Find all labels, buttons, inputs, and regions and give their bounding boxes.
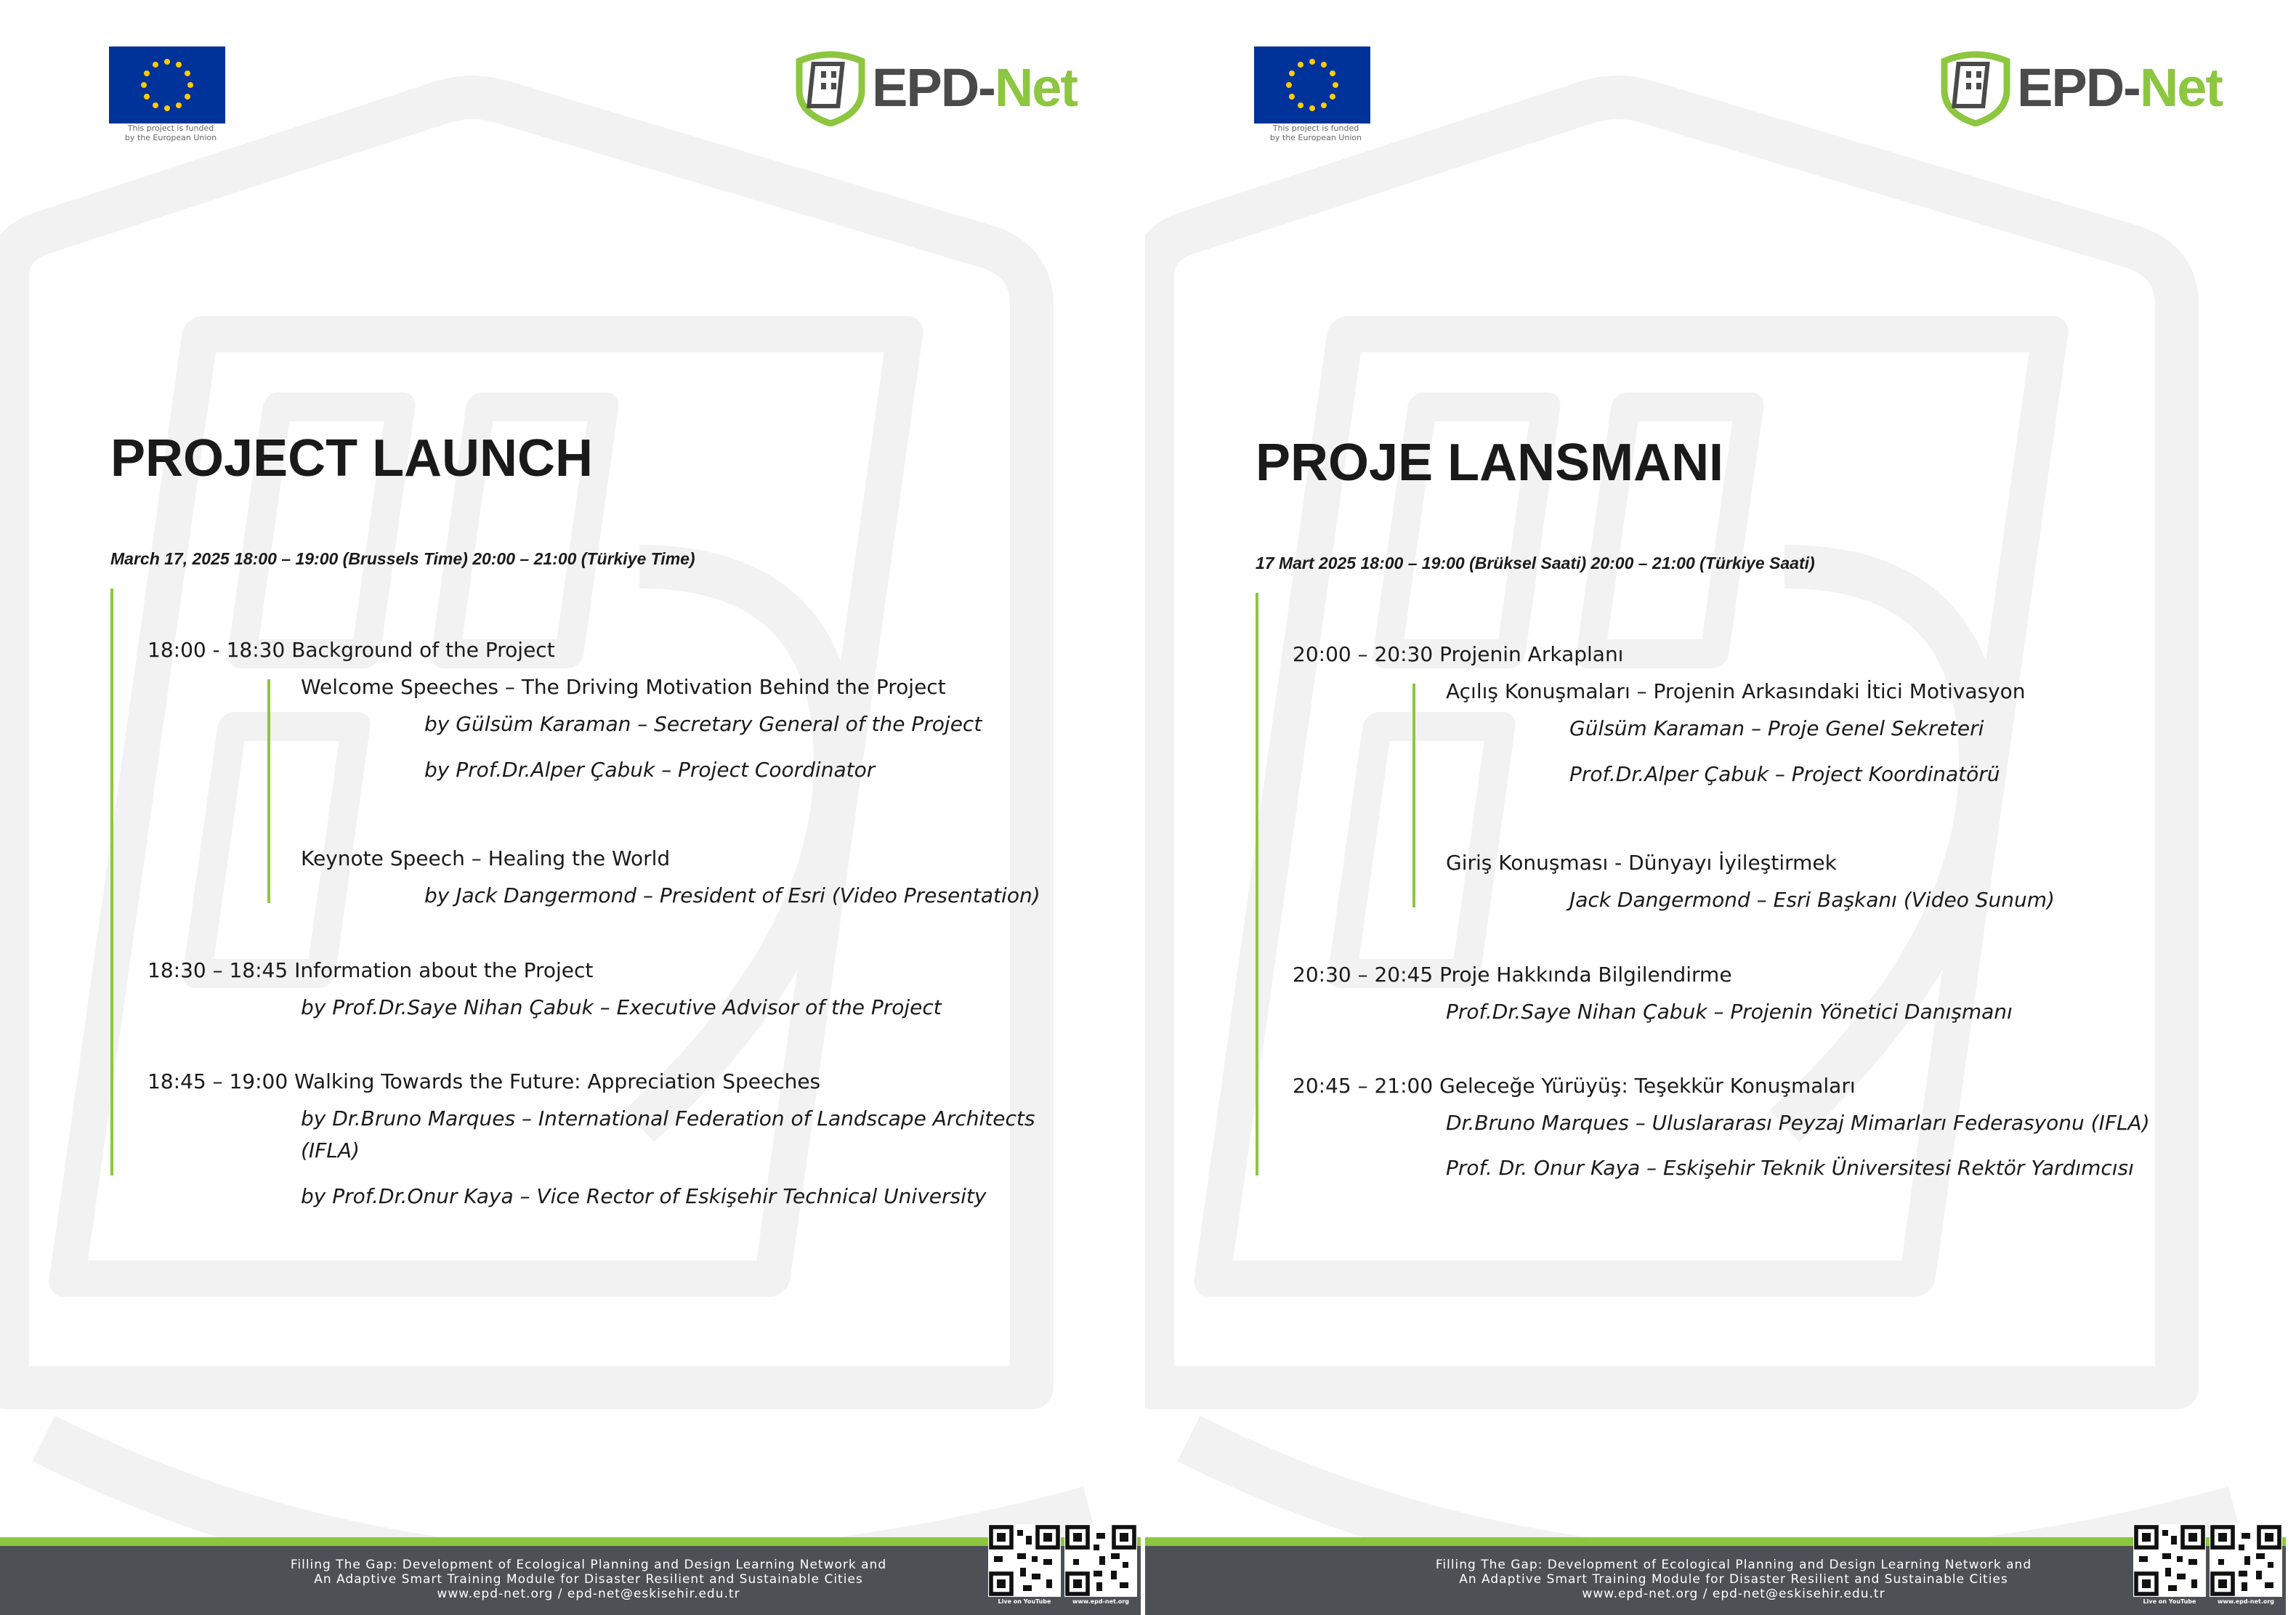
event-date: March 17, 2025 18:00 – 19:00 (Brussels Time) 20:00 – 21:00 (Türkiye Time) xyxy=(110,549,695,568)
event-date: 17 Mart 2025 18:00 – 19:00 (Brüksel Saati) 20:00 – 21:00 (Türkiye Saati) xyxy=(1256,554,1815,572)
building-watermark xyxy=(1145,0,2286,1615)
flyer-page-turkish xyxy=(1145,0,2286,1615)
footer-accent-stripe xyxy=(0,1537,1141,1546)
eu-funding-caption xyxy=(109,124,233,142)
footer-line-1: Filling The Gap: Development of Ecological Planning and Design Learning Network and xyxy=(290,1558,887,1572)
qr-code-website-icon[interactable] xyxy=(2210,1524,2282,1597)
footer-bar xyxy=(0,1546,1141,1615)
qr-caption-website: www.epd-net.org xyxy=(2217,1598,2275,1605)
epd-net-logo xyxy=(1936,46,2234,126)
qr-caption-website: www.epd-net.org xyxy=(1072,1598,1130,1605)
qr-code-youtube-icon[interactable] xyxy=(2133,1524,2206,1597)
agenda-item-keynote: Giriş Konuşması - Dünyayı İyileştirmek xyxy=(1446,851,1837,875)
logo-wordmark xyxy=(872,55,1077,121)
agenda-speaker-dangermond: by Jack Dangermond – President of Esri (Video Presentation) xyxy=(424,883,1040,907)
agenda-session-1: 18:00 - 18:30 Background of the Project xyxy=(147,638,555,662)
agenda-speaker-karaman: Gülsüm Karaman – Proje Genel Sekreteri xyxy=(1569,716,1984,740)
eu-flag-logo xyxy=(109,46,225,124)
agenda-bar-main xyxy=(1256,593,1258,1175)
logo-net-text: Net xyxy=(994,57,1078,118)
footer-line-2: An Adaptive Smart Training Module for Disaster Resilient and Sustainable Cities xyxy=(314,1572,863,1587)
qr-code-youtube-icon[interactable] xyxy=(988,1524,1061,1597)
agenda-item-keynote: Keynote Speech – Healing the World xyxy=(301,846,671,870)
footer-bar xyxy=(1145,1546,2286,1615)
page-title: PROJECT LAUNCH xyxy=(110,429,594,487)
building-watermark xyxy=(0,0,1141,1615)
agenda-item-welcome: Açılış Konuşmaları – Projenin Arkasındaki İtici Motivasyon xyxy=(1446,679,2026,703)
agenda-speaker-marques-cont: (IFLA) xyxy=(301,1138,360,1162)
agenda-item-welcome: Welcome Speeches – The Driving Motivation Behind the Project xyxy=(301,675,946,699)
agenda-speaker-marques: Dr.Bruno Marques – Uluslararası Peyzaj Mimarları Federasyonu (IFLA) xyxy=(1446,1111,2150,1135)
shield-building-icon xyxy=(1936,46,2016,126)
eu-caption-line-1: This project is funded xyxy=(127,124,214,133)
logo-epd-text: EPD- xyxy=(872,57,995,118)
agenda-speaker-karaman: by Gülsüm Karaman – Secretary General of the Project xyxy=(424,712,982,736)
agenda-speaker-nihan-cabuk: Prof.Dr.Saye Nihan Çabuk – Projenin Yönetici Danışmanı xyxy=(1446,1000,2013,1024)
footer-accent-stripe xyxy=(1145,1537,2286,1546)
footer-contact[interactable]: www.epd-net.org / epd-net@eskisehir.edu.tr xyxy=(1582,1587,1885,1601)
footer-contact[interactable]: www.epd-net.org / epd-net@eskisehir.edu.tr xyxy=(437,1587,740,1601)
agenda-session-1: 20:00 – 20:30 Projenin Arkaplanı xyxy=(1293,642,1624,666)
logo-wordmark xyxy=(2017,55,2222,121)
footer-text xyxy=(1407,1558,2061,1601)
agenda-speaker-cabuk: Prof.Dr.Alper Çabuk – Project Koordinatörü xyxy=(1569,762,2000,786)
qr-caption-youtube: Live on YouTube xyxy=(2143,1598,2196,1605)
eu-caption-line-2: by the European Union xyxy=(124,133,217,142)
agenda-bar-sub xyxy=(267,679,270,903)
agenda-speaker-dangermond: Jack Dangermond – Esri Başkanı (Video Sunum) xyxy=(1569,888,2055,912)
agenda-speaker-cabuk: by Prof.Dr.Alper Çabuk – Project Coordinator xyxy=(424,758,876,782)
agenda-bar-main xyxy=(110,588,113,1175)
logo-net-text: Net xyxy=(2139,57,2223,118)
eu-funding-caption xyxy=(1254,124,1378,142)
page-title: PROJE LANSMANI xyxy=(1256,434,1724,492)
qr-code-website-icon[interactable] xyxy=(1064,1524,1137,1597)
agenda-session-3: 18:45 – 19:00 Walking Towards the Future: Appreciation Speeches xyxy=(147,1069,821,1093)
footer-line-1: Filling The Gap: Development of Ecological Planning and Design Learning Network and xyxy=(1435,1558,2032,1572)
epd-net-logo xyxy=(791,46,1088,126)
agenda-speaker-nihan-cabuk: by Prof.Dr.Saye Nihan Çabuk – Executive Advisor of the Project xyxy=(301,995,942,1019)
eu-flag-logo xyxy=(1254,46,1370,124)
agenda-session-3: 20:45 – 21:00 Geleceğe Yürüyüş: Teşekkür Konuşmaları xyxy=(1293,1074,1856,1098)
shield-building-icon xyxy=(791,46,870,126)
agenda-bar-sub xyxy=(1412,684,1415,907)
qr-caption-youtube: Live on YouTube xyxy=(998,1598,1051,1605)
eu-caption-line-2: by the European Union xyxy=(1269,133,1362,142)
footer-text xyxy=(262,1558,915,1601)
agenda-session-2: 18:30 – 18:45 Information about the Project xyxy=(147,958,594,982)
footer-line-2: An Adaptive Smart Training Module for Disaster Resilient and Sustainable Cities xyxy=(1459,1572,2008,1587)
agenda-speaker-marques: by Dr.Bruno Marques – International Federation of Landscape Architects xyxy=(301,1106,1035,1130)
logo-epd-text: EPD- xyxy=(2017,57,2140,118)
eu-caption-line-1: This project is funded xyxy=(1272,124,1359,133)
agenda-session-2: 20:30 – 20:45 Proje Hakkında Bilgilendirme xyxy=(1293,963,1732,987)
agenda-speaker-kaya: by Prof.Dr.Onur Kaya – Vice Rector of Eskişehir Technical University xyxy=(301,1184,987,1208)
flyer-page-english xyxy=(0,0,1141,1615)
agenda-speaker-kaya: Prof. Dr. Onur Kaya – Eskişehir Teknik Üniversitesi Rektör Yardımcısı xyxy=(1446,1156,2134,1180)
